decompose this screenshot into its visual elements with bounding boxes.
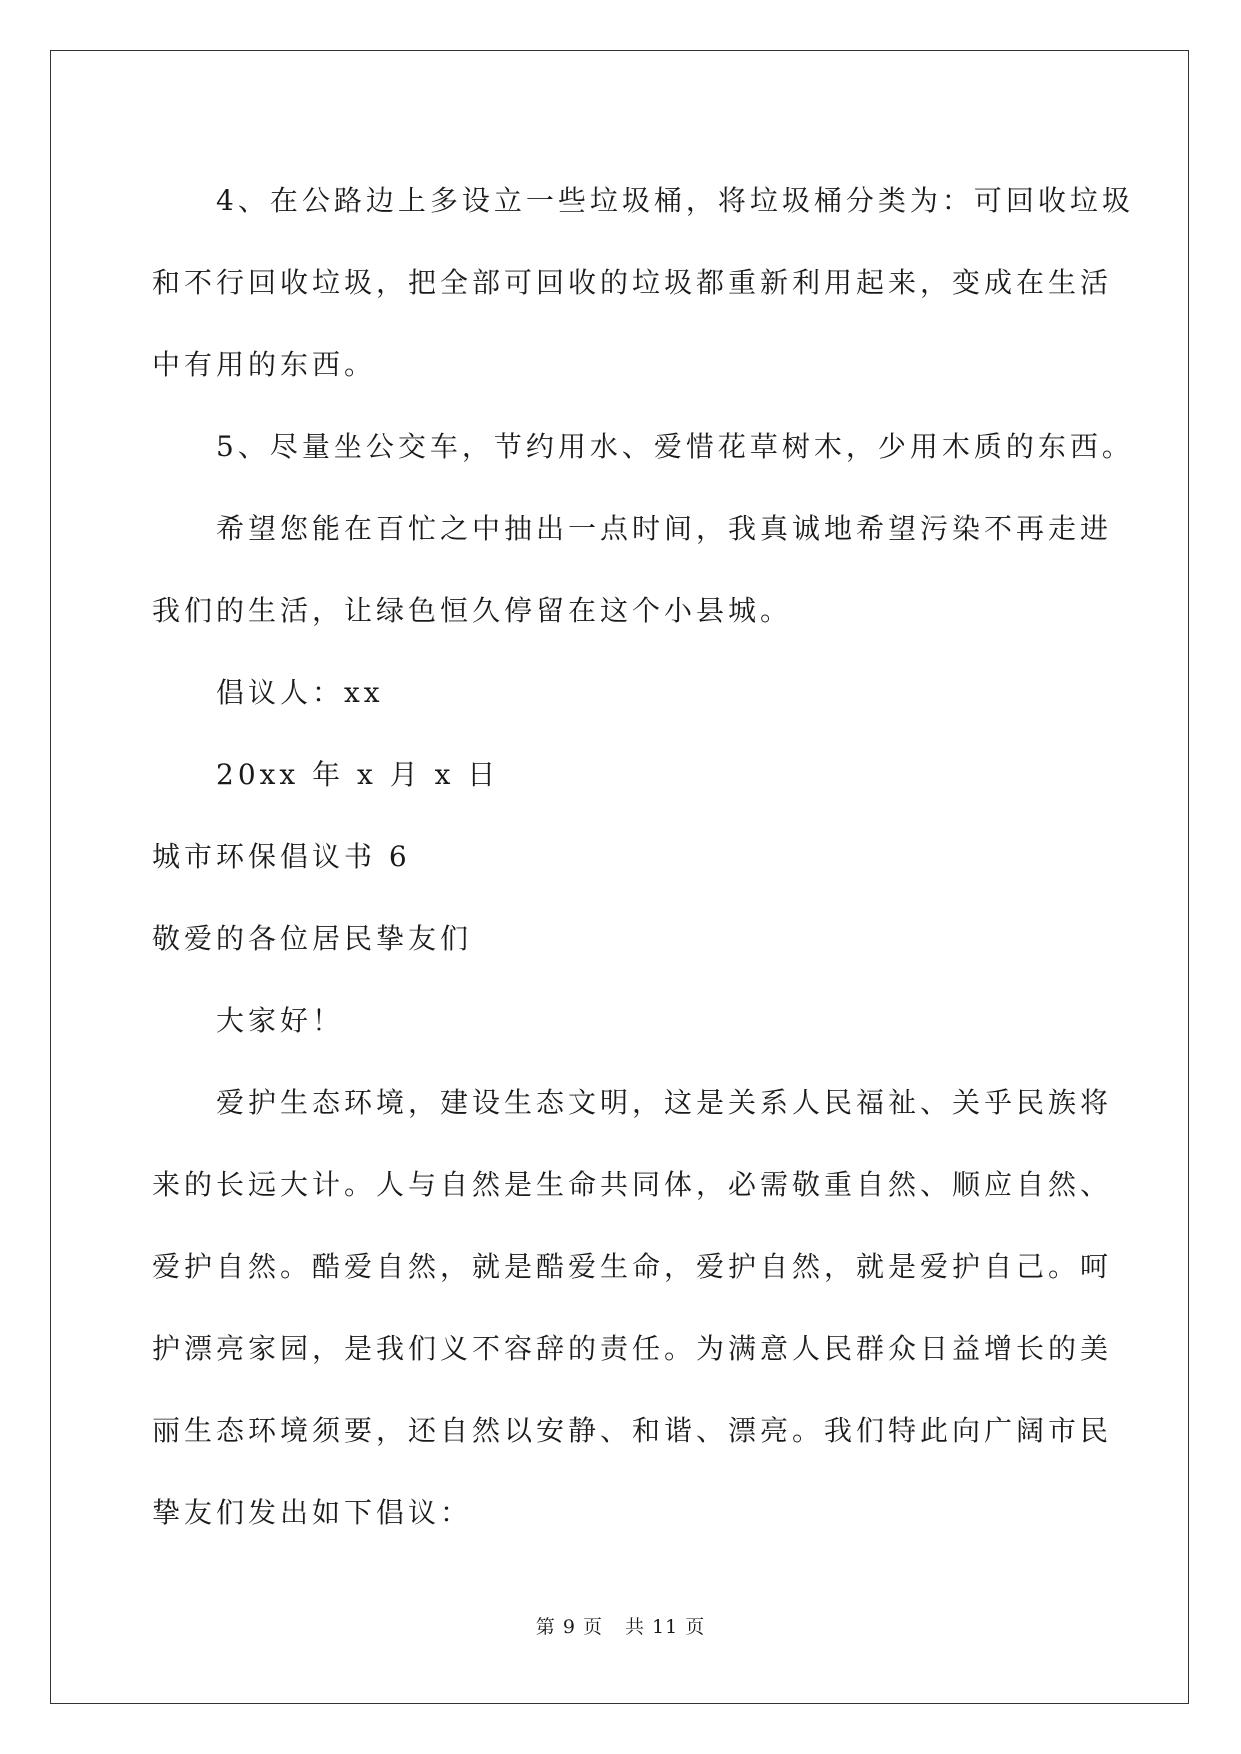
text-line: 护漂亮家园，是我们义不容辞的责任。为满意人民群众日益增长的美 — [152, 1332, 1113, 1365]
date-line — [152, 734, 1087, 816]
paragraph — [152, 488, 1113, 570]
text-line: 倡议人：xx — [216, 676, 384, 709]
paragraph-continuation — [152, 1226, 1113, 1308]
text-line: 敬爱的各位居民挚友们 — [152, 922, 473, 955]
text-line: 城市环保倡议书 6 — [152, 840, 411, 873]
paragraph-continuation — [152, 570, 1087, 652]
page-total: 共 11 页 — [624, 1616, 706, 1638]
paragraph-continuation — [152, 1144, 1113, 1226]
text-line: 中有用的东西。 — [152, 348, 377, 381]
salutation — [152, 898, 1087, 980]
text-line: 大家好！ — [216, 1004, 345, 1037]
text-line: 4、在公路边上多设立一些垃圾桶，将垃圾桶分类为：可回收垃圾 — [216, 184, 1134, 217]
text-line: 来的长远大计。人与自然是生命共同体，必需敬重自然、顺应自然、 — [152, 1168, 1113, 1201]
paragraph — [152, 1062, 1113, 1144]
paragraph-continuation — [152, 1390, 1113, 1472]
text-line: 和不行回收垃圾，把全部可回收的垃圾都重新利用起来，变成在生活 — [152, 266, 1113, 299]
paragraph-continuation — [152, 324, 1087, 406]
text-line: 爱护自然。酷爱自然，就是酷爱生命，爱护自然，就是爱护自己。呵 — [152, 1250, 1113, 1283]
page-footer — [0, 1612, 1241, 1639]
paragraph-continuation — [152, 1472, 1087, 1554]
paragraph — [152, 406, 1134, 488]
text-line: 挚友们发出如下倡议： — [152, 1496, 473, 1529]
page-number: 第 9 页 — [535, 1616, 603, 1638]
text-line: 5、尽量坐公交车，节约用水、爱惜花草树木，少用木质的东西。 — [216, 430, 1134, 463]
text-line: 丽生态环境须要，还自然以安静、和谐、漂亮。我们特此向广阔市民 — [152, 1414, 1113, 1447]
paragraph-continuation — [152, 1308, 1113, 1390]
text-line: 我们的生活，让绿色恒久停留在这个小县城。 — [152, 594, 793, 627]
paragraph-continuation — [152, 242, 1113, 324]
text-line: 爱护生态环境，建设生态文明，这是关系人民福祉、关乎民族将 — [216, 1086, 1113, 1119]
text-line: 20xx 年 x 月 x 日 — [216, 758, 500, 791]
section-title — [152, 816, 1087, 898]
text-line: 希望您能在百忙之中抽出一点时间，我真诚地希望污染不再走进 — [216, 512, 1113, 545]
document-body — [152, 160, 1134, 1554]
paragraph — [152, 160, 1134, 242]
signature-line — [152, 652, 1087, 734]
greeting — [152, 980, 1087, 1062]
